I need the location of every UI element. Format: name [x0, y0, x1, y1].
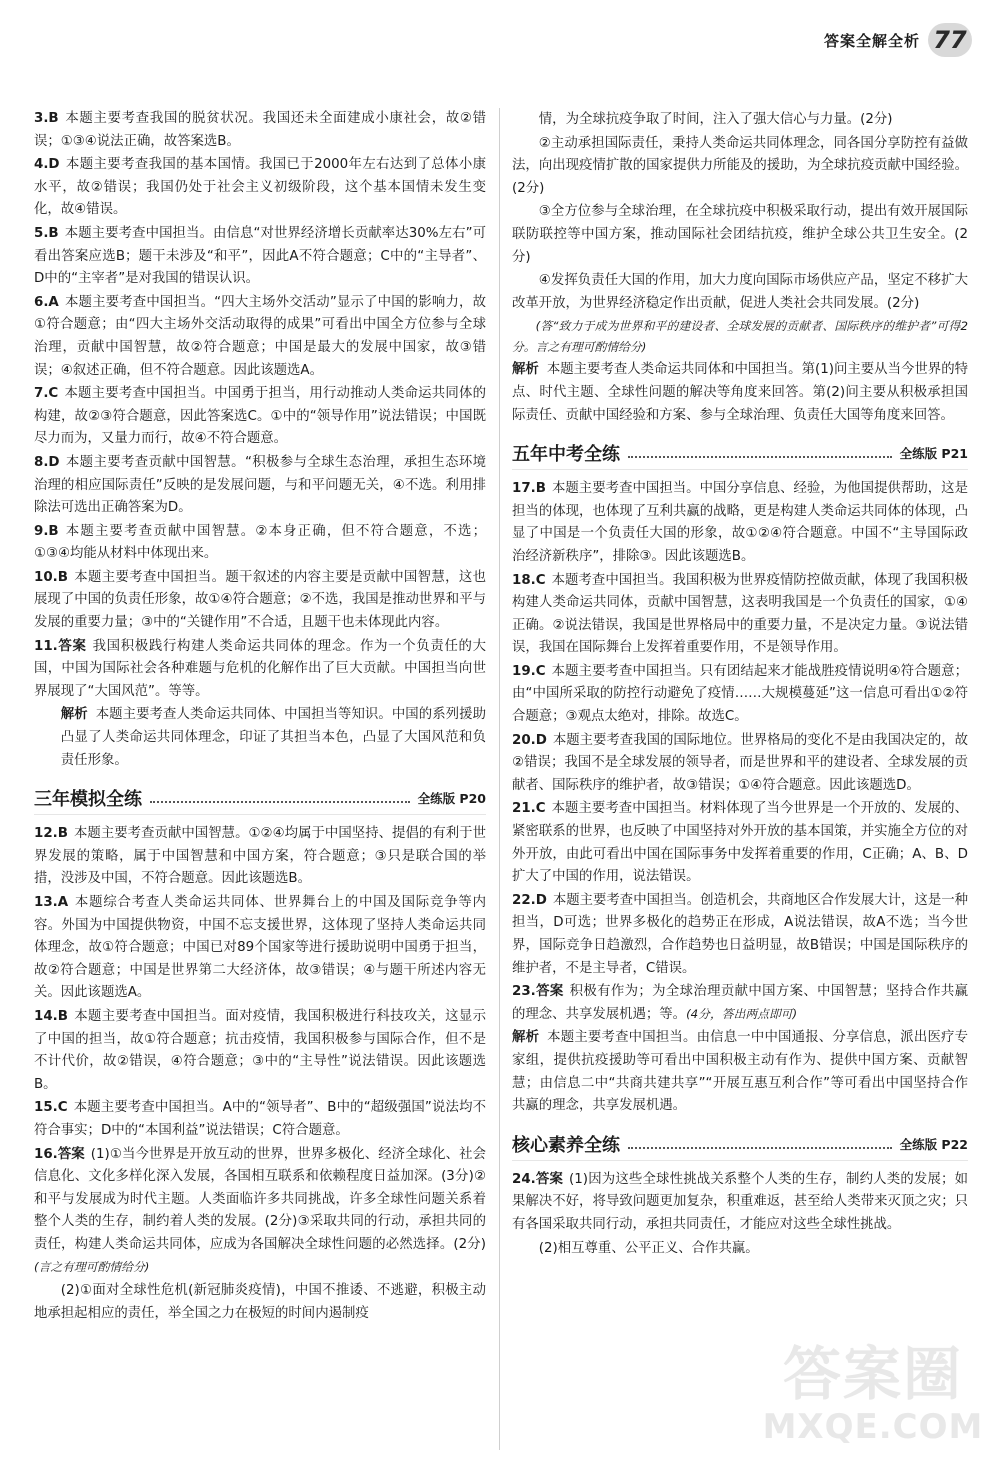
answer-item-16 — [34, 1144, 486, 1280]
analysis-11 — [34, 704, 486, 772]
answer-text: 本题主要考查中国担当。创造机会，共商地区合作发展大计，这是一种担当，D可选；世界多极化的趋势正在形成，A说法错误，故A不选；当今世界，国际竞争日趋激烈，合作趋势也日益明显，故B错误；中国是国际秩序的维护者，不是主导者，C错误。 — [512, 892, 968, 976]
answer-text: 本题综合考查人类命运共同体、世界舞台上的中国及国际竞争等内容。外国为中国提供物资，中国不忘支援世界，这体现了坚持人类命运共同体理念，故①符合题意；中国已对89个国家等进行援助说明中国勇于担当，故②符合题意；中国是世界第二大经济体，故③错误；④与题干所述内容无关。因此该题选A。 — [34, 895, 486, 1001]
answer-list-c — [512, 478, 968, 980]
answer-paragraph: ②主动承担国际责任，秉持人类命运共同体理念，同各国分享防控有益做法，向出现疫情扩散的国家提供力所能及的援助，为全球抗疫贡献中国经验。(2分) — [512, 135, 968, 196]
answer-number: 13.A — [34, 895, 69, 910]
answer-item — [512, 798, 968, 888]
answer-text: 本题主要考查中国担当。由信息“对世界经济增长贡献率达30%左右”可看出答案应选B；题干未涉及“和平”，因此A不符合题意；C中的“主导者”、D中的“主宰者”是对我国的错误认识。 — [34, 225, 486, 287]
answer-number: 17.B — [512, 481, 546, 497]
watermark-logo — [760, 1340, 986, 1460]
answer-number: 9.B — [34, 523, 59, 539]
answer-item — [512, 661, 968, 729]
section-title: 五年中考全练 — [512, 444, 620, 466]
answer-number: 14.B — [34, 1008, 68, 1024]
answer-text: 本题考查中国担当。我国积极为世界疫情防控做贡献，体现了我国积极构建人类命运共同体，贡献中国智慧，这表明我国是一个负责任的国家，①④正确。②说法错误，我国是世界格局中的重要力量，不是决定力量。③说法错误，我国在国际舞台上发挥着重要作用，不是领导作用。 — [512, 572, 968, 656]
answer-item — [34, 154, 486, 222]
answer-item — [512, 478, 968, 568]
answer-text: (2)相互尊重、公平正义、合作共赢。 — [538, 1240, 759, 1256]
answer-number: 8.D — [34, 454, 60, 470]
answer-item — [512, 890, 968, 980]
analysis-label: 解析 — [60, 707, 88, 723]
answer-number: 24.答案 — [512, 1171, 564, 1187]
answer-number: 22.D — [512, 892, 547, 908]
section-dots — [150, 801, 410, 803]
analysis-label: 解析 — [512, 362, 539, 378]
answer-number: 20.D — [512, 732, 547, 748]
answer-24-part2 — [512, 1238, 968, 1261]
answer-number: 23.答案 — [512, 984, 564, 1000]
answer-item — [34, 567, 486, 635]
watermark-url: MXQE.COM — [762, 1407, 984, 1447]
answer-text: 本题主要考查中国担当。“四大主场外交活动”显示了中国的影响力，故①符合题意；由“四大主场外交活动取得的成果”可看出中国全方位参与全球治理，贡献中国智慧，故②符合题意；中国是最大的发展中国家，故③错误；④叙述正确，但不符合题意。因此该题选A。 — [34, 294, 486, 378]
answer-item — [34, 223, 486, 291]
answer-number: 5.B — [34, 225, 59, 241]
answer-text: 本题主要考查我国的基本国情。我国已于2000年左右达到了总体小康水平，故②错误；我国仍处于社会主义初级阶段，这个基本国情未发生变化，故④错误。 — [34, 157, 486, 218]
answer-16-note: (答“致力于成为世界和平的建设者、全球发展的贡献者、国际秩序的维护者”可得2分。言之有理可酌情给分) — [512, 319, 968, 355]
answer-text: (2)①面对全球性危机(新冠肺炎疫情)，中国不推诿、不逃避，积极主动地承担起相应的责任，举全国之力在极短的时间内遏制疫 — [34, 1283, 486, 1321]
header-title: 答案全解全析 — [823, 31, 920, 50]
answer-text: 本题主要考查中国担当。中国勇于担当，用行动推动人类命运共同体的构建，故②③符合题意，因此答案选C。①中的“领导作用”说法错误；中国既尽力而为，又量力而行，故④不符合题意。 — [34, 386, 486, 447]
answer-text: (1)①当今世界是开放互动的世界，世界多极化、经济全球化、社会信息化、文化多样化深入发展，各国相互联系和依赖程度日益加深。(3分)②和平与发展成为时代主题。人类面临许多共同挑战，许多全球性问题关系着整个人类的生存，制约着人类的发展。(2分)③采取共同的行动，承担共同的责任，构建人类命运共同体，应成为各国解决全球性问题的必然选择。(2分) — [34, 1146, 486, 1252]
answer-text: 本题主要考查贡献中国智慧。①②④均属于中国坚持、提倡的有利于世界发展的策略，属于中国智慧和中国方案，符合题意；③只是联合国的举措，没涉及中国，不符合题意。因此该题选B。 — [34, 826, 486, 887]
answer-item — [34, 292, 486, 382]
section-title: 三年模拟全练 — [34, 789, 142, 811]
answer-number: 11.答案 — [34, 638, 87, 654]
answer-list-a — [34, 108, 486, 635]
answer-text: 本题主要考查贡献中国智慧。②本身正确，但不符合题意，不选；①③④均能从材料中体现出来。 — [34, 523, 486, 562]
answer-item — [34, 892, 486, 1005]
answer-text: 本题主要考查中国担当。题干叙述的内容主要是贡献中国智慧，这也展现了中国的负责任形象，故①④符合题意；②不选，我国是推动世界和平与发展的重要力量；③中的“关键作用”不合适，且题干也未体现此内容。 — [34, 569, 486, 631]
answer-text: 本题主要考查贡献中国智慧。“积极参与全球生态治理，承担生态环境治理的相应国际责任”反映的是发展问题，与和平问题无关，④不选。利用排除法可选出正确答案为D。 — [34, 454, 486, 516]
section-header-hexin — [512, 1128, 968, 1161]
answer-number: 18.C — [512, 572, 546, 588]
analysis-16 — [512, 359, 968, 427]
answer-text: 积极有作为；为全球治理贡献中国方案、中国智慧；坚持合作共赢的理念、共享发展机遇；等。 — [512, 984, 968, 1022]
answer-paragraph: ④发挥负责任大国的作用，加大力度向国际市场供应产品，坚定不移扩大改革开放，为世界经济稳定作出贡献，促进人类社会共同发展。(2分) — [512, 273, 968, 311]
section-title: 核心素养全练 — [512, 1134, 620, 1156]
answer-number: 6.A — [34, 294, 59, 310]
answer-text: 我国积极践行构建人类命运共同体的理念。作为一个负责任的大国，中国为国际社会各种难题与危机的化解作出了巨大贡献。中国担当向世界展现了“大国风范”。等等。 — [34, 638, 486, 699]
answer-item — [34, 383, 486, 451]
answer-text: 本题主要考查我国的脱贫状况。我国还未全面建成小康社会，故②错误；①③④说法正确，故答案选B。 — [34, 111, 486, 149]
section-ref: 全练版 P21 — [899, 446, 968, 462]
answer-item — [34, 108, 486, 153]
answer-number: 3.B — [34, 111, 59, 126]
left-column — [34, 108, 486, 1326]
answer-16-part2 — [34, 1280, 486, 1325]
answer-item — [34, 452, 486, 520]
answer-text: 本题主要考查中国担当。材料体现了当今世界是一个开放的、发展的、紧密联系的世界，也反映了中国坚持对外开放的基本国策，并实施全方位的对外开放，由此可看出中国在国际事务中发挥着重要的作用，C正确；A、B、D扩大了中国的作用，说法错误。 — [512, 801, 968, 885]
answer-text: 本题主要考查中国担当。中国分享信息、经验，为他国提供帮助，这是担当的体现，也体现了互利共赢的战略，更是构建人类命运共同体的体现，凸显了中国是一个负责任大国的形象，故①②④符合题意。中国不“主导国际政治经济新秩序”，排除③。因此该题选B。 — [512, 481, 968, 564]
answer-number: 10.B — [34, 569, 68, 585]
answer-item — [34, 1097, 486, 1142]
answer-number: 19.C — [512, 663, 546, 679]
answer-list-b — [34, 823, 486, 1142]
analysis-text: 本题主要考查人类命运共同体、中国担当等知识。中国的系列援助凸显了人类命运共同体理念，印证了其担当本色，凸显了大国风范和负责任形象。 — [60, 707, 486, 768]
section-ref: 全练版 P22 — [899, 1136, 968, 1152]
section-header-sannian — [34, 782, 486, 815]
answer-item-11 — [34, 636, 486, 704]
answer-text: 本题主要考查中国担当。面对疫情，我国积极进行科技攻关，这显示了中国的担当，故①符合题意；抗击疫情，我国积极参与国际合作，但不是不计代价，故②错误，④符合题意；③中的“主导性”说法错误。因此该题选B。 — [34, 1008, 486, 1092]
answer-paragraph: 情，为全球抗疫争取了时间，注入了强大信心与力量。(2分) — [538, 112, 893, 127]
answer-text: (1)因为这些全球性挑战关系整个人类的生存，制约人类的发展；如果解决不好，将导致问题更加复杂，积重难返，甚至给人类带来灭顶之灾；只有各国采取共同行动，承担共同责任，才能应对这些全球性挑战。 — [512, 1171, 968, 1232]
analysis-text: 本题主要考查人类命运共同体和中国担当。第(1)问主要从当今世界的特点、时代主题、全球性问题的解决等角度来回答。第(2)问主要从积极承担国际责任、贡献中国经验和方案、参与全球治理、负责任大国等角度来回答。 — [512, 362, 969, 423]
answer-text: 本题主要考查我国的国际地位。世界格局的变化不是由我国决定的，故②错误；我国不是全球发展的领导者，而是世界和平的建设者、全球发展的贡献者、国际秩序的维护者，故③错误；①④符合题意。因此该题选D。 — [512, 732, 968, 793]
right-column — [512, 109, 968, 1261]
answer-item — [34, 1006, 486, 1096]
answer-number: 4.D — [34, 157, 60, 173]
column-divider — [499, 108, 500, 1450]
page-header — [824, 22, 972, 58]
watermark-text: 答案圈 — [782, 1340, 963, 1408]
answer-item — [34, 823, 486, 891]
analysis-text: 本题主要考查中国担当。由信息一中中国通报、分享信息，派出医疗专家组，提供抗疫援助等可看出中国积极主动有作为、提供中国方案、贡献智慧；由信息二中“共商共建共享”“开展互惠互利合作”等可看出中国坚持合作共赢的理念，共享发展机遇。 — [512, 1030, 969, 1114]
page-number-badge: 77 — [928, 23, 972, 57]
analysis-23 — [512, 1027, 968, 1117]
answer-item-24 — [512, 1169, 968, 1237]
answer-number: 16.答案 — [34, 1146, 85, 1162]
answer-number: 12.B — [34, 826, 68, 842]
answer-note: (4分，答出两点即可) — [686, 1006, 798, 1021]
answer-item — [34, 521, 486, 566]
answer-number: 21.C — [512, 801, 546, 817]
answer-16-continued — [512, 109, 968, 315]
section-dots — [628, 456, 892, 458]
answer-number: 7.C — [34, 386, 59, 402]
section-ref: 全练版 P20 — [417, 791, 486, 807]
answer-number: 15.C — [34, 1100, 68, 1116]
section-header-wunian — [512, 437, 968, 470]
section-dots — [628, 1147, 892, 1149]
answer-paragraph: ③全方位参与全球治理，在全球抗疫中积极采取行动，提出有效开展国际联防联控等中国方案，推动国际社会团结抗疫，维护全球公共卫生安全。(2分) — [512, 204, 968, 265]
answer-item — [512, 570, 968, 660]
analysis-label: 解析 — [512, 1030, 540, 1046]
answer-item-23 — [512, 981, 968, 1026]
answer-text: 本题主要考查中国担当。A中的“领导者”、B中的“超级强国”说法均不符合事实；D中的“本国利益”说法错误；C符合题意。 — [34, 1100, 486, 1138]
answer-text: 本题主要考查中国担当。只有团结起来才能战胜疫情说明④符合题意；由“中国所采取的防控行动避免了疫情……大规模蔓延”这一信息可看出①②符合题意；③观点太绝对，排除。故选C。 — [512, 663, 968, 725]
answer-item — [512, 730, 968, 798]
answer-note: (言之有理可酌情给分) — [34, 1259, 150, 1274]
